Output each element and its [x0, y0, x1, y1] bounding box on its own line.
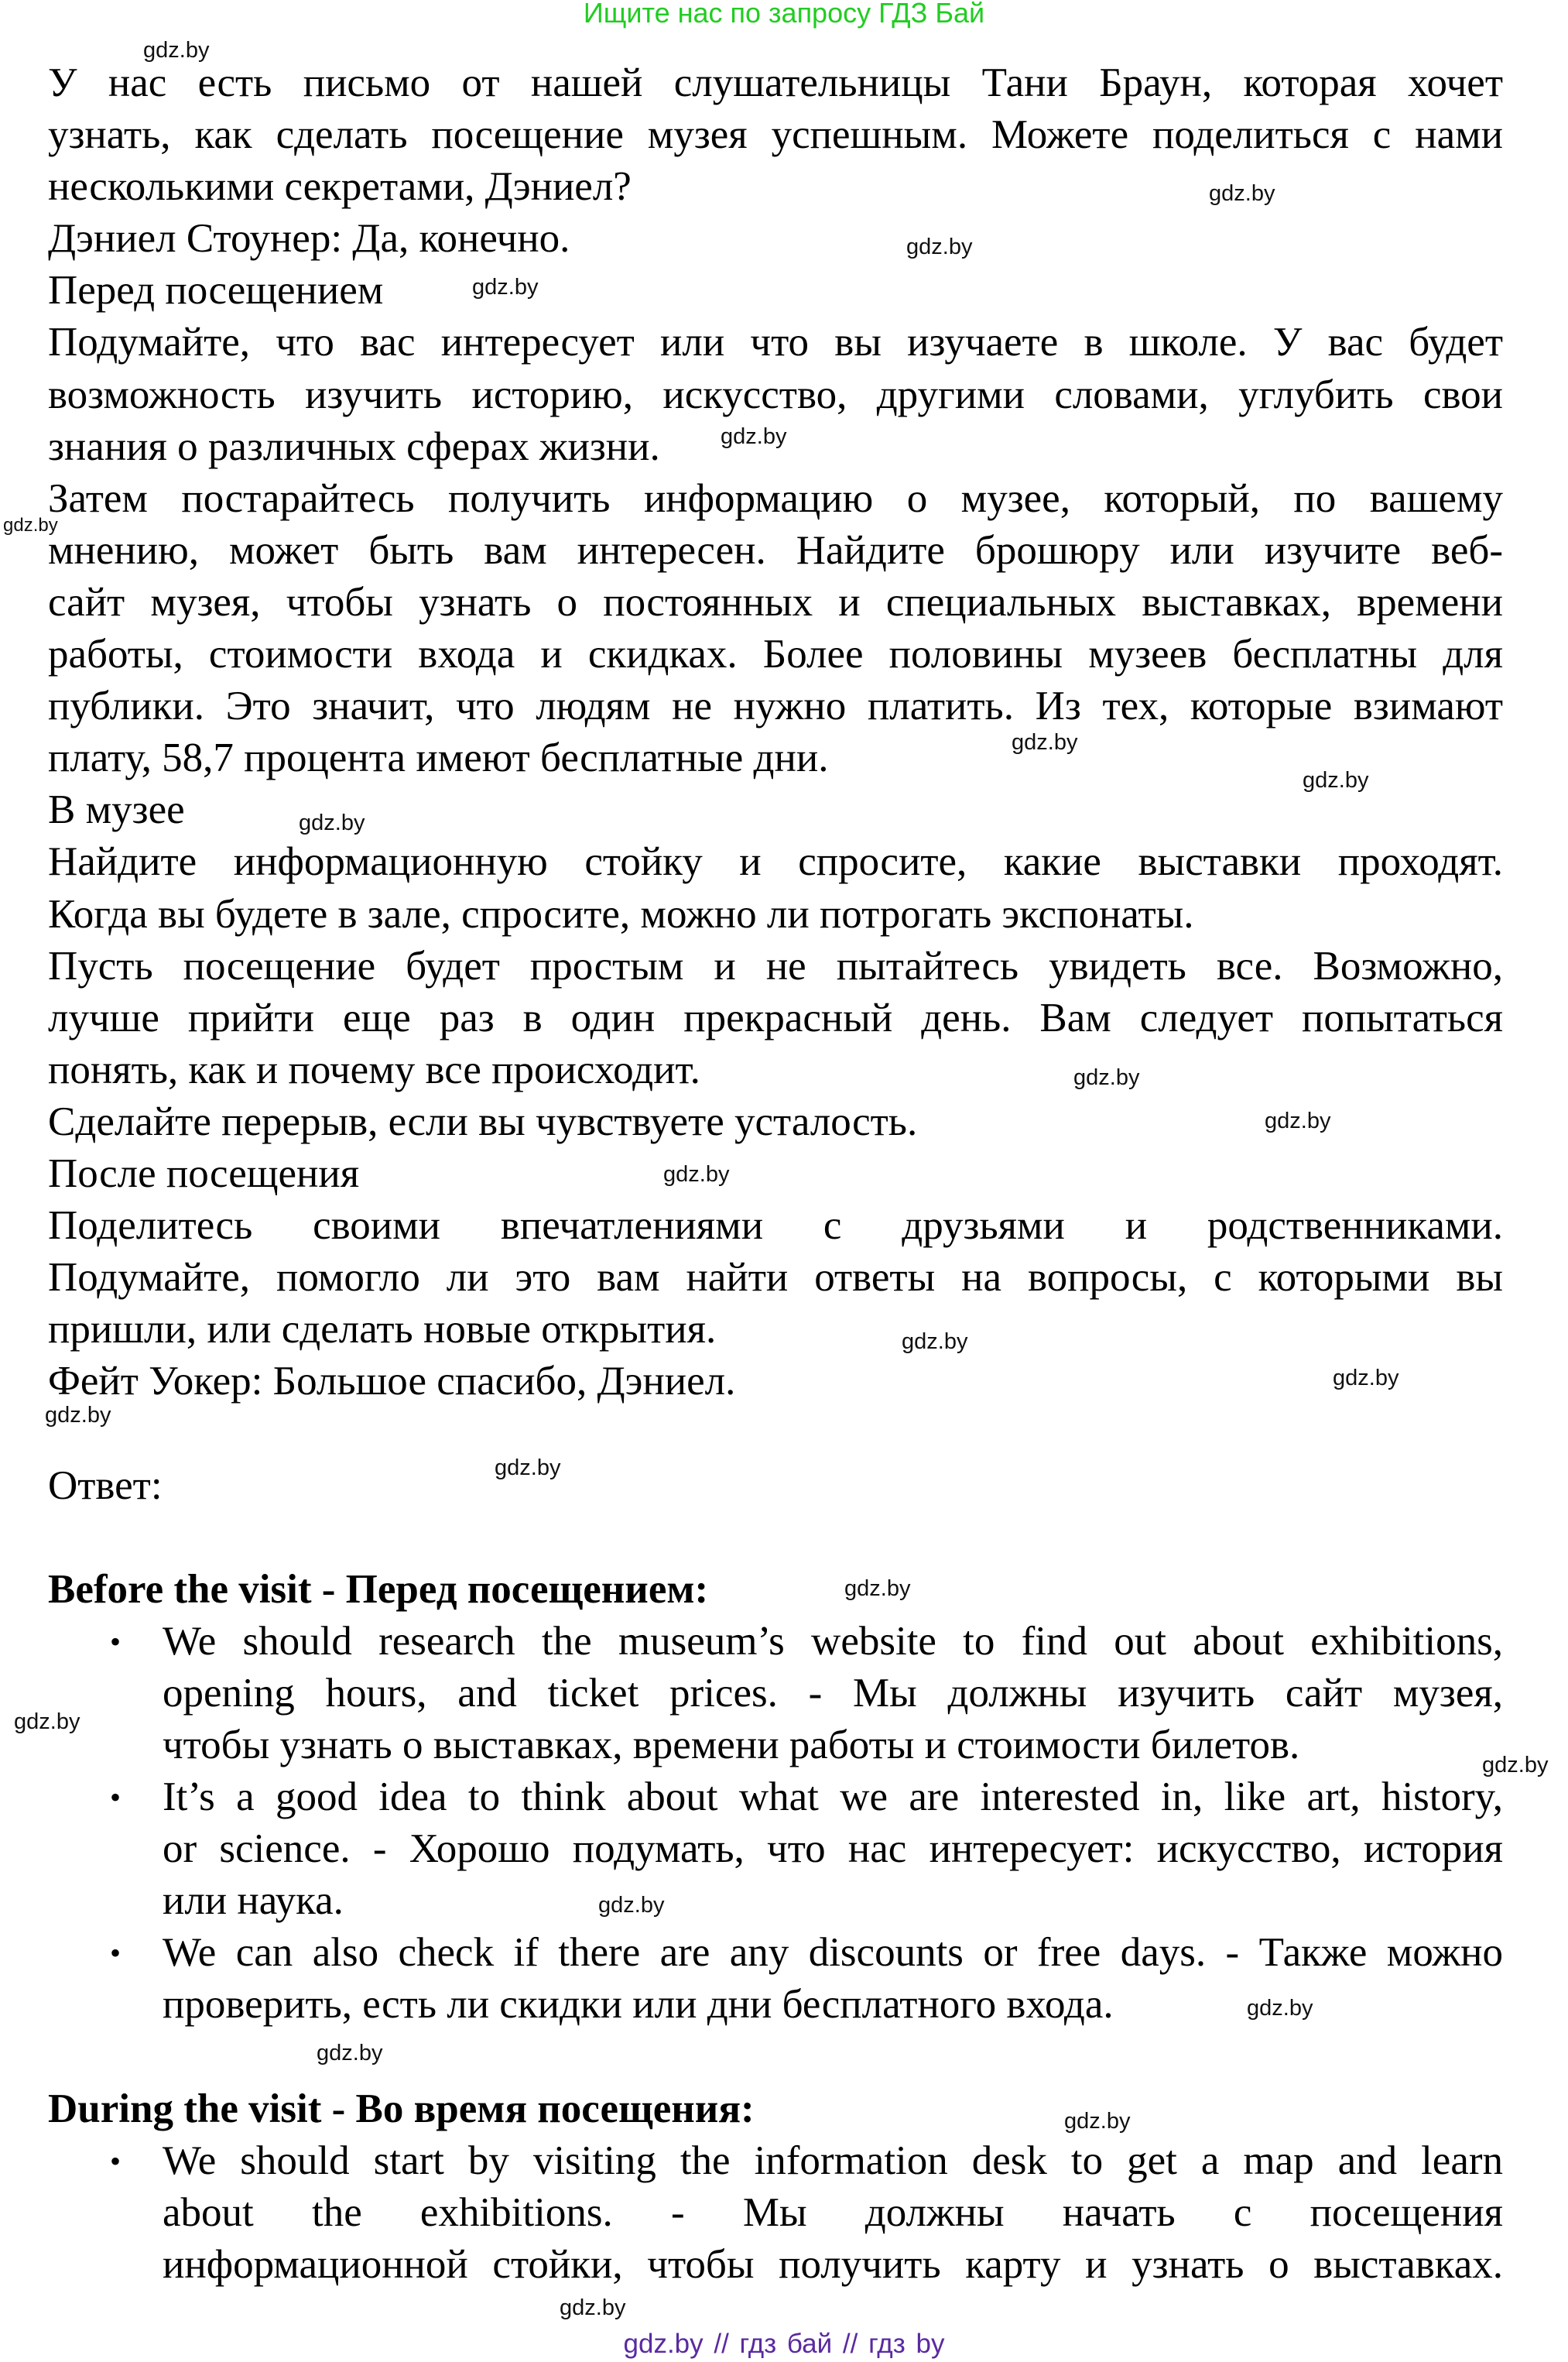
text-line [163, 1668, 1503, 1719]
text-line [110, 1616, 1503, 1668]
line-text: It’s a good idea to think about what we are interested in, like art, history, [163, 1774, 1503, 1820]
line-text: возможность изучить историю, искусство, другими словами, углубить свои [48, 372, 1503, 417]
text-line [48, 992, 1503, 1044]
line-text: Пусть посещение будет простым и не пытайтесь увидеть все. Возможно, [48, 943, 1503, 989]
line-text: Сделайте перерыв, если вы чувствуете усталость. [48, 1099, 918, 1144]
line-text: чтобы узнать о выставках, времени работы и стоимости билетов. [163, 1723, 1300, 1767]
text-line [48, 889, 1503, 941]
line-text: Перед посещением [48, 268, 384, 314]
line-text: We should start by visiting the information desk to get a map and learn [163, 2137, 1503, 2183]
text-line [48, 1460, 1503, 1512]
watermark: gdz.by [844, 1576, 911, 1601]
watermark: gdz.by [45, 1403, 111, 1428]
line-text: opening hours, and ticket prices. - Мы должны изучить сайт музея, [163, 1670, 1503, 1716]
search-hint-banner: Ищите нас по запросу ГДЗ Бай [583, 0, 985, 29]
line-text: We should research the museum’s website to find out about exhibitions, [163, 1618, 1503, 1664]
text-line [48, 629, 1503, 680]
watermark: gdz.by [3, 515, 58, 536]
line-text: знания о различных сферах жизни. [48, 423, 660, 469]
line-text: узнать, как сделать посещение музея успешным. Можете поделиться с нами [48, 112, 1503, 158]
line-text: Дэниел Стоунер: Да, конечно. [48, 216, 570, 262]
line-text: понять, как и почему все происходит. [48, 1047, 700, 1092]
line-text: информационной стойки, чтобы получить карту и узнать о выставках. [163, 2241, 1503, 2287]
document-body [48, 57, 1503, 2291]
watermark: gdz.by [1333, 1366, 1399, 1390]
text-line [48, 1200, 1503, 1252]
line-text: работы, стоимости входа и скидках. Более половины музеев бесплатны для [48, 632, 1503, 677]
text-line [48, 525, 1503, 577]
line-text: плату, 58,7 процента имеют бесплатные дни. [48, 735, 829, 781]
text-line [48, 369, 1503, 421]
text-line [110, 2135, 1503, 2187]
text-line [48, 213, 1503, 265]
text-line [48, 784, 1503, 836]
text-line [48, 1304, 1503, 1356]
watermark: gdz.by [14, 1709, 80, 1734]
section-heading [48, 1564, 1503, 1616]
text-line [110, 1927, 1503, 1979]
blank-line [48, 1407, 1503, 1459]
watermark: gdz.by [560, 2295, 626, 2320]
line-text: or science. - Хорошо подумать, что нас интересует: искусство, история [163, 1826, 1503, 1872]
blank-line [48, 2031, 1503, 2083]
line-text: We can also check if there are any discounts or free days. - Также можно [163, 1930, 1503, 1976]
watermark: gdz.by [1482, 1753, 1549, 1777]
line-text: Before the visit - Перед посещением: [48, 1566, 709, 1612]
watermark: gdz.by [495, 1455, 561, 1480]
text-line [48, 473, 1503, 525]
line-text: During the visit - Во время посещения: [48, 2086, 755, 2131]
text-line [48, 941, 1503, 992]
text-line [48, 317, 1503, 369]
line-text: несколькими секретами, Дэниел? [48, 164, 632, 210]
text-line [48, 1148, 1503, 1200]
text-line [48, 1356, 1503, 1407]
watermark: gdz.by [472, 275, 539, 300]
text-line [48, 161, 1503, 213]
line-text: about the exhibitions. - Мы должны начать с посещения [163, 2189, 1503, 2235]
text-line [48, 836, 1503, 888]
line-text: проверить, есть ли скидки или дни бесплатного входа. [163, 1982, 1114, 2028]
text-line [48, 109, 1503, 161]
text-line [48, 680, 1503, 732]
line-text: пришли, или сделать новые открытия. [48, 1307, 717, 1352]
line-text: Найдите информационную стойку и спросите, какие выставки проходят. [48, 839, 1503, 885]
watermark: gdz.by [143, 38, 210, 63]
line-text: лучше прийти еще раз в один прекрасный день. Вам следует попытаться [48, 995, 1503, 1040]
line-text: Когда вы будете в зале, спросите, можно ли потрогать экспонаты. [48, 891, 1194, 937]
site-footer-links[interactable]: gdz.by // гдз бай // гдз by [623, 2329, 945, 2359]
text-line [48, 265, 1503, 317]
line-text: сайт музея, чтобы узнать о постоянных и специальных выставках, времени [48, 579, 1503, 625]
text-line [163, 2187, 1503, 2239]
blank-line [48, 1512, 1503, 1564]
text-line [48, 1044, 1503, 1096]
line-text: Фейт Уокер: Большое спасибо, Дэниел. [48, 1359, 736, 1404]
line-text: или наука. [163, 1878, 344, 1924]
line-text: Ответ: [48, 1462, 163, 1508]
watermark: gdz.by [1303, 768, 1369, 793]
text-line [48, 577, 1503, 629]
text-line [48, 1252, 1503, 1304]
line-text: В музее [48, 787, 185, 833]
watermark: gdz.by [1265, 1109, 1331, 1133]
text-line [48, 57, 1503, 109]
watermark: gdz.by [299, 811, 365, 835]
watermark: gdz.by [663, 1162, 730, 1187]
section-heading [48, 2083, 1503, 2135]
line-text: Подумайте, помогло ли это вам найти ответы на вопросы, с которыми вы [48, 1255, 1503, 1301]
watermark: gdz.by [902, 1329, 968, 1354]
watermark: gdz.by [721, 424, 787, 449]
line-text: У нас есть письмо от нашей слушательницы Тани Браун, которая хочет [48, 60, 1503, 105]
line-text: Затем постарайтесь получить информацию о музее, который, по вашему [48, 475, 1503, 521]
bullet-icon: • [110, 1780, 122, 1815]
line-text: После посещения [48, 1150, 360, 1196]
text-line [163, 1823, 1503, 1875]
line-text: Поделитесь своими впечатлениями с друзьями и родственниками. [48, 1203, 1503, 1249]
watermark: gdz.by [1209, 181, 1275, 206]
bullet-icon: • [110, 1935, 122, 1971]
text-line [110, 1771, 1503, 1823]
watermark: gdz.by [906, 235, 973, 259]
text-line [163, 1875, 1503, 1927]
bullet-icon: • [110, 2143, 122, 2179]
text-line [48, 732, 1503, 784]
watermark: gdz.by [1073, 1065, 1140, 1090]
bullet-icon: • [110, 1623, 122, 1659]
watermark: gdz.by [317, 2041, 383, 2065]
text-line [163, 1719, 1503, 1771]
watermark: gdz.by [1012, 730, 1078, 755]
line-text: мнению, может быть вам интересен. Найдите брошюру или изучите веб- [48, 527, 1503, 573]
line-text: Подумайте, что вас интересует или что вы изучаете в школе. У вас будет [48, 320, 1503, 365]
text-line [163, 2239, 1503, 2291]
line-text: публики. Это значит, что людям не нужно платить. Из тех, которые взимают [48, 684, 1503, 729]
watermark: gdz.by [1247, 1996, 1313, 2021]
watermark: gdz.by [1064, 2109, 1131, 2134]
watermark: gdz.by [598, 1893, 665, 1918]
